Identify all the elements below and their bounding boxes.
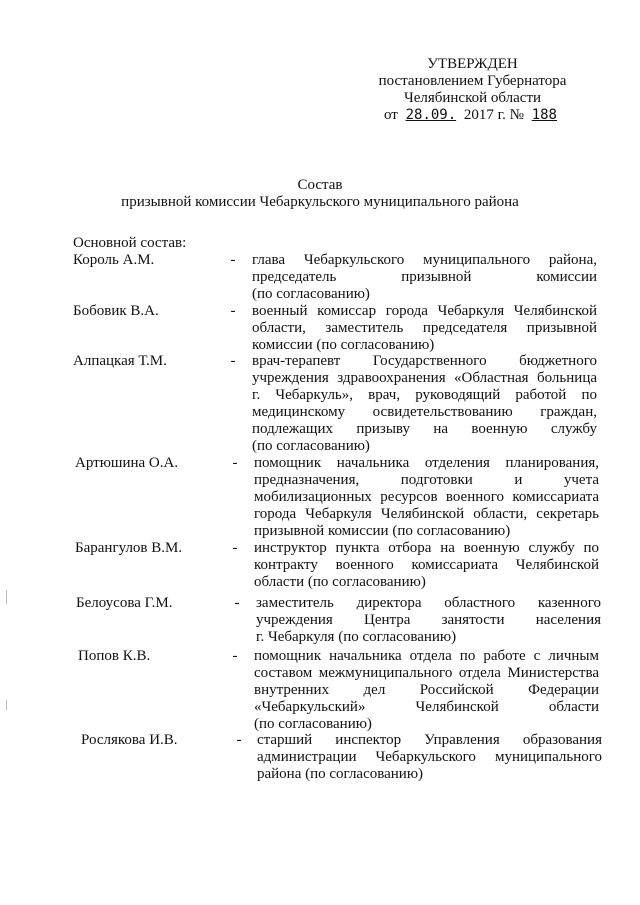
- member-name: Бобовик В.А.: [73, 303, 159, 319]
- member-role: [252, 353, 597, 455]
- member-name: Барангулов В.М.: [75, 540, 183, 556]
- role-line: инструктор пункта отбора на военную службу по: [254, 540, 599, 556]
- scan-edge-mark: [6, 590, 7, 604]
- member-dash: -: [236, 732, 242, 748]
- role-line: контракту военного комиссариата Челябинской: [254, 557, 599, 573]
- role-line: подлежащих призыву на военную службу: [252, 421, 597, 437]
- role-line: комиссии (по согласованию): [252, 337, 435, 353]
- title-line-1: Состав: [297, 177, 343, 193]
- member-role: [256, 595, 601, 646]
- role-line: составом межмуниципального отдела Министерства: [254, 665, 599, 681]
- member-role: [252, 303, 597, 354]
- member-name: Король А.М.: [73, 252, 155, 268]
- role-line: глава Чебаркульского муниципального района,: [252, 252, 597, 268]
- role-line: учреждения Центра занятости населения: [256, 612, 601, 628]
- approval-number: 188: [531, 107, 557, 123]
- approval-stamp: [360, 56, 585, 124]
- role-line: заместитель директора областного казенного: [256, 595, 601, 611]
- approval-heading: УТВЕРЖДЕН: [427, 56, 518, 72]
- member-name: Белоусова Г.М.: [76, 595, 173, 611]
- member-dash: -: [230, 303, 236, 319]
- scan-edge-mark: [6, 700, 7, 710]
- member-role: [257, 732, 602, 783]
- date-prefix: от: [383, 107, 398, 123]
- member-dash: -: [230, 353, 236, 369]
- role-line: медицинскому освидетельствованию граждан,: [252, 404, 597, 420]
- member-dash: -: [232, 455, 238, 471]
- role-line: помощник начальника отдела по работе с личным: [254, 648, 599, 664]
- member-name: Алпацкая Т.М.: [73, 353, 167, 369]
- role-line: предназначения, подготовки и учета: [254, 472, 599, 488]
- member-role: [252, 252, 597, 303]
- approval-line-1: постановлением Губернатора: [378, 73, 567, 89]
- role-line: района (по согласованию): [257, 766, 424, 782]
- role-line: (по согласованию): [254, 716, 372, 732]
- member-role: [254, 648, 599, 733]
- member-role: [254, 540, 599, 591]
- approval-line-2: Челябинской области: [403, 90, 542, 106]
- role-line: помощник начальника отделения планирования,: [254, 455, 599, 471]
- role-line: администрации Чебаркульского муниципального: [257, 749, 602, 765]
- role-line: мобилизационных ресурсов военного комиссариата: [254, 489, 599, 505]
- role-line: призывной комиссии (по согласованию): [254, 523, 511, 539]
- approval-date: 28.09.: [405, 107, 457, 123]
- title-line-2: призывной комиссии Чебаркульского муниципального района: [121, 194, 519, 210]
- section-label: Основной состав:: [73, 235, 187, 251]
- role-line: военный комиссар города Чебаркуля Челябинской: [252, 303, 597, 319]
- role-line: внутренних дел Российской Федерации: [254, 682, 599, 698]
- role-line: г. Чебаркуль», врач, руководящий работой по: [252, 387, 597, 403]
- approval-date-line: [360, 107, 585, 124]
- member-name: Попов К.В.: [78, 648, 151, 664]
- document-title: [60, 177, 580, 211]
- role-line: г. Чебаркуля (по согласованию): [256, 629, 457, 645]
- role-line: области, заместитель председателя призывной: [252, 320, 597, 336]
- role-line: председатель призывной комиссии: [252, 269, 597, 285]
- member-dash: -: [232, 648, 238, 664]
- member-name: Рослякова И.В.: [81, 732, 178, 748]
- approval-year: 2017 г. №: [463, 107, 524, 123]
- role-line: врач-терапевт Государственного бюджетного: [252, 353, 597, 369]
- role-line: старший инспектор Управления образования: [257, 732, 602, 748]
- member-dash: -: [230, 252, 236, 268]
- member-name: Артюшина О.А.: [75, 455, 179, 471]
- member-role: [254, 455, 599, 540]
- role-line: (по согласованию): [252, 286, 370, 302]
- member-dash: -: [234, 595, 240, 611]
- role-line: «Чебаркульский» Челябинской области: [254, 699, 599, 715]
- role-line: учреждения здравоохранения «Областная больница: [252, 370, 597, 386]
- role-line: города Чебаркуля Челябинской области, секретарь: [254, 506, 599, 522]
- role-line: (по согласованию): [252, 438, 370, 454]
- role-line: области (по согласованию): [254, 574, 426, 590]
- member-dash: -: [232, 540, 238, 556]
